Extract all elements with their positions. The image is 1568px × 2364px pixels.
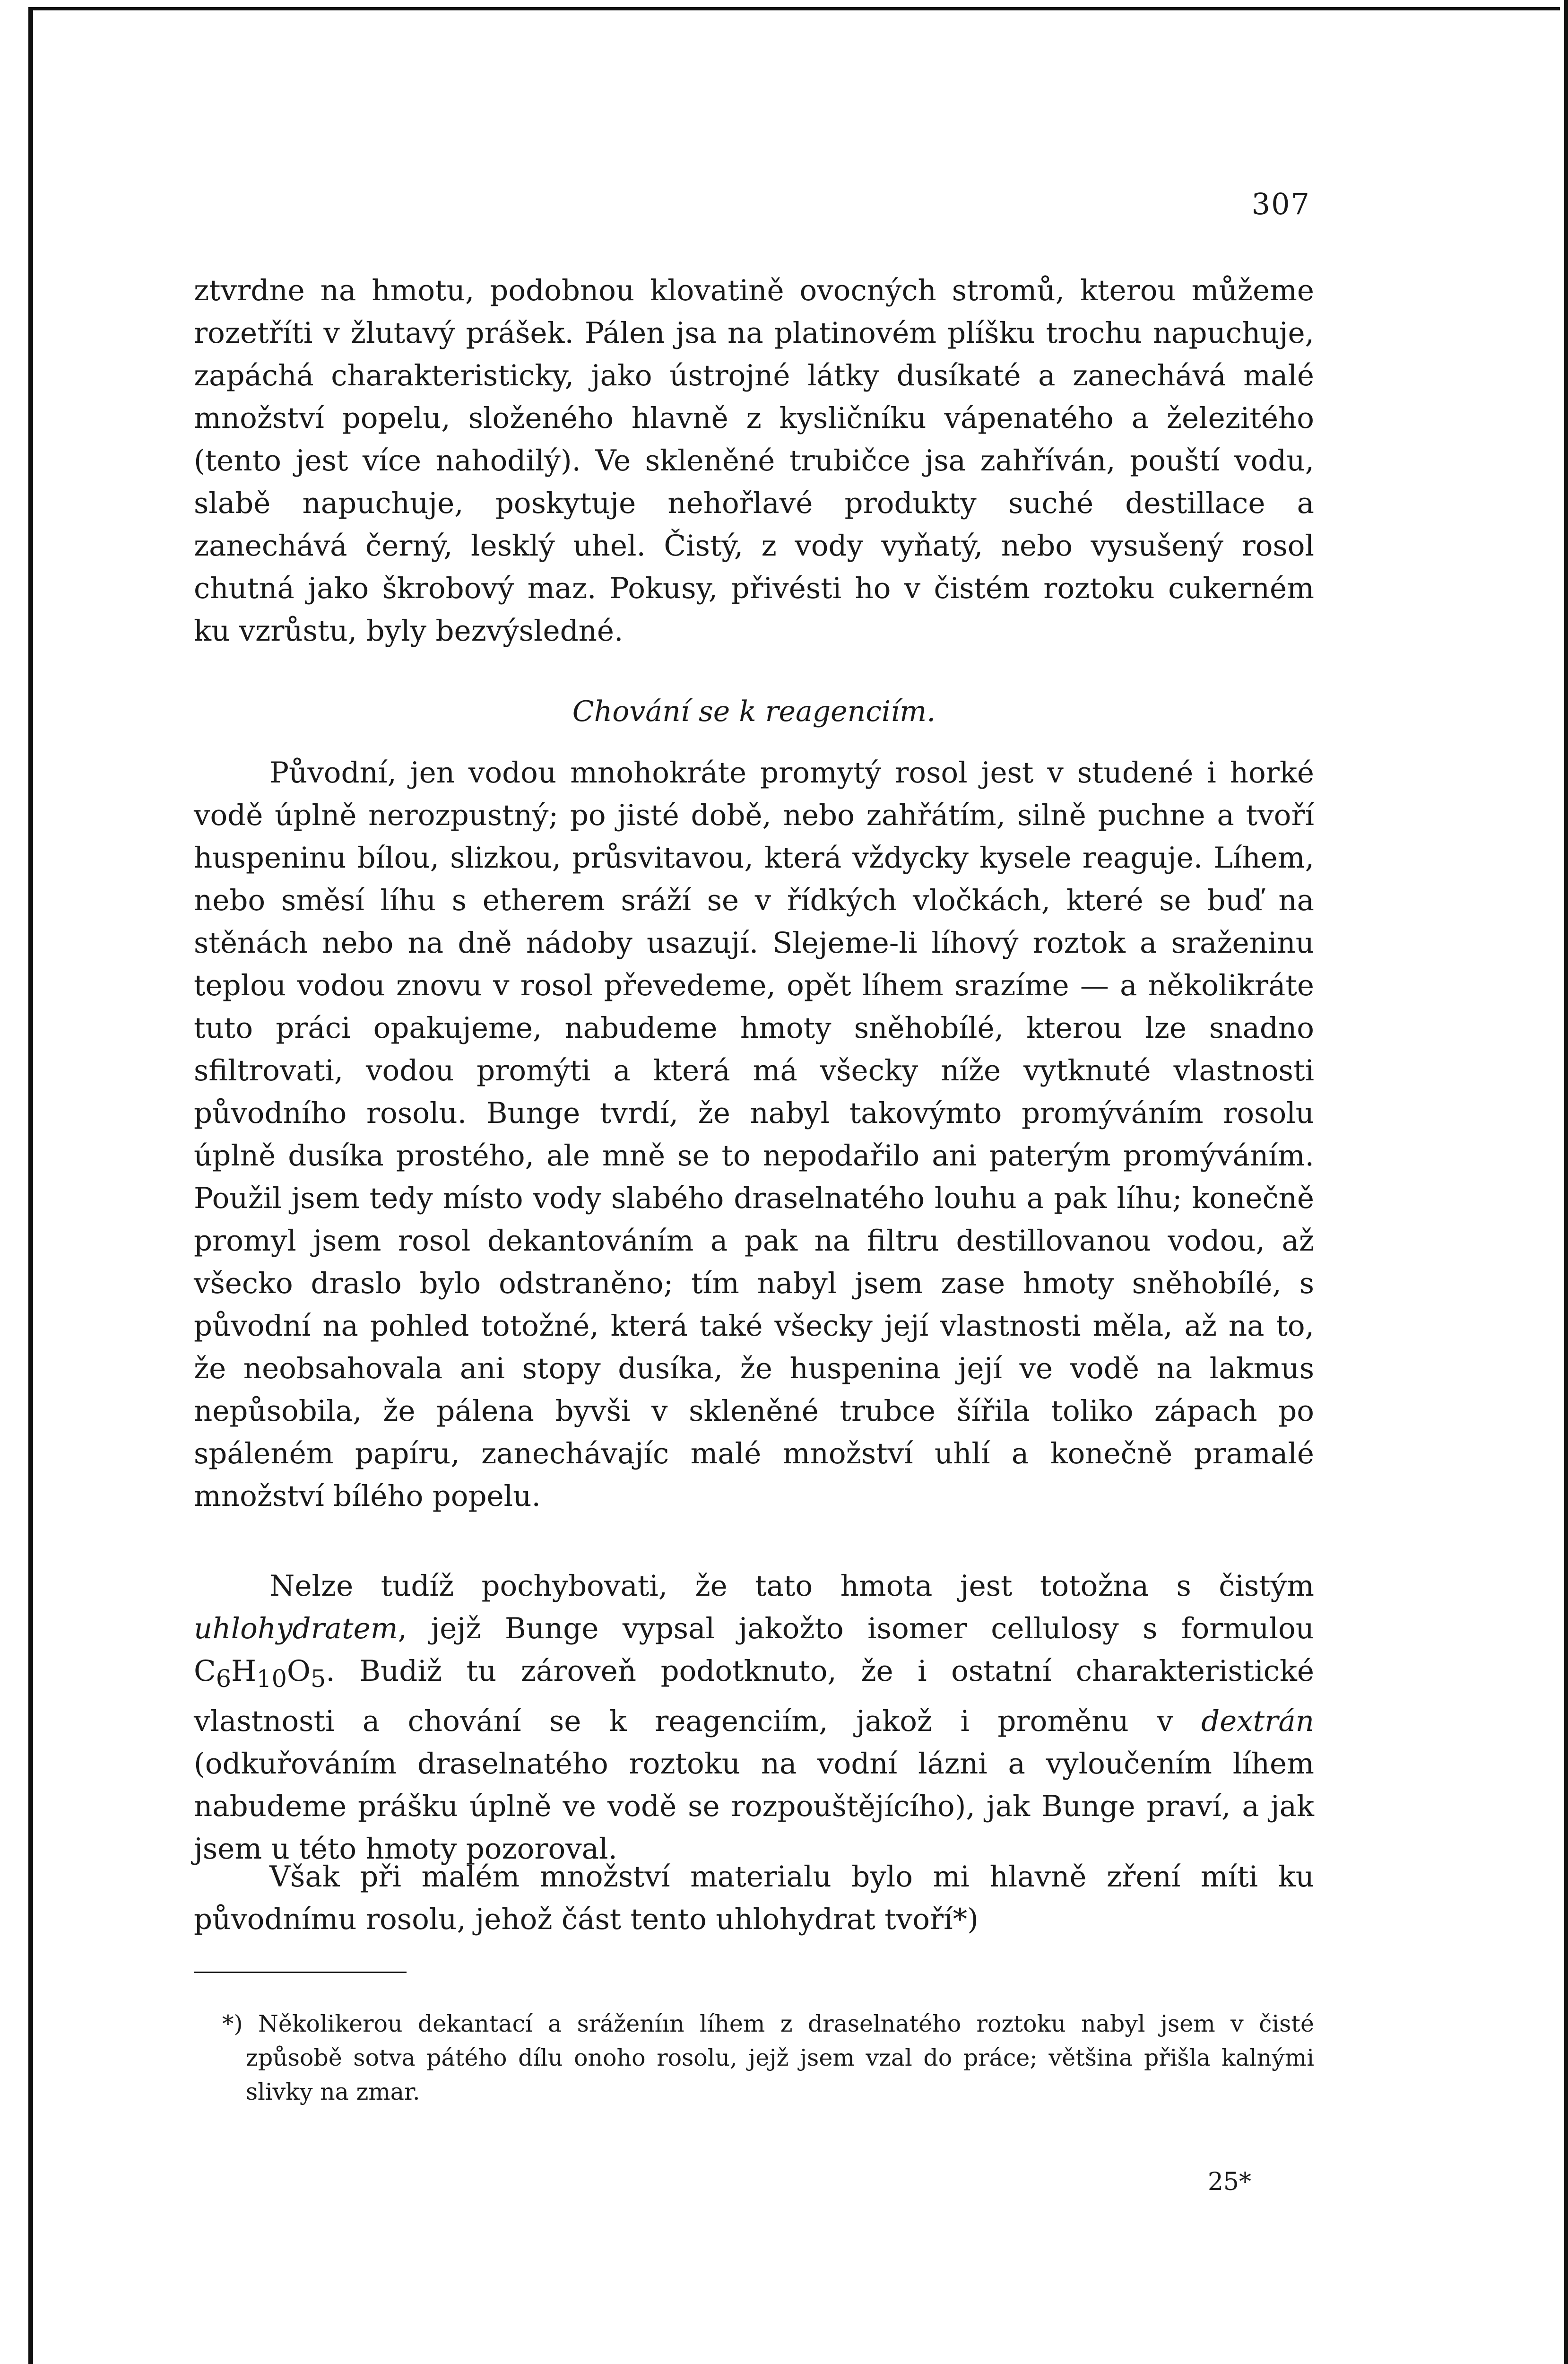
term-uhlohydrat: uhlohydratem [194,1612,398,1645]
signature-mark: 25* [1207,2168,1251,2196]
formula-subscript: 6 [216,1665,232,1693]
footnote-text: Několikerou dekantací a sráženíın líhem z draselnatého roztoku nabyl jsem v čisté způsobě sotva pátého dílu onoho rosolu, jejž jsem vzal do práce; většina přišla kalnými slivky na zmar. [246,2010,1314,2105]
text-run: Nelze tudíž pochybovati, že tato hmota jest totožna s čistým [269,1569,1314,1603]
formula-punctuation: . [326,1654,335,1688]
footnote-divider [194,1972,407,1973]
chemical-formula [194,1654,335,1693]
paragraph-carbohydrate [194,1565,1314,1870]
formula-subscript: 10 [256,1665,287,1693]
scan-border-right [1564,0,1568,2364]
text-run: (odkuřováním draselnatého roztoku na vodní lázni a vyloučením líhem nabudeme prášku úplně ve vodě se rozpouštějícího), jak Bunge praví, a jak jsem u této hmoty pozoroval. [194,1747,1314,1866]
paragraph-reagents [194,752,1314,1518]
formula-element: O [286,1654,311,1688]
paragraph-text: Původní, jen vodou mnohokráte promytý rosol jest v studené i horké vodě úplně nerozpustný; po jisté době, nebo zahřátím, silně puchne a tvoří huspeninu bílou, slizkou, průsvitavou, která vždycky kysele reaguje. Líhem, nebo směsí líhu s etherem sráží se v řídkých vločkách, které se buď na stěnách nebo na dně nádoby usazují. Slejeme-li líhový roztok a sraženinu teplou vodou znovu v rosol převedeme, opět líhem srazíme — a několikráte tuto práci opakujeme, nabudeme hmoty sněhobílé, kterou lze snadno sfiltrovati, vodou promýti a která má všecky níže vytknuté vlastnosti původního rosolu. Bunge tvrdí, že nabyl takovýmto promýváním rosolu úplně dusíka prostého, ale mně se to nepodařilo ani paterým promýváním. Použil jsem tedy místo vody slabého draselnatého louhu a pak líhu; konečně promyl jsem rosol dekantováním a pak na filtru destillovanou vodou, až všecko draslo bylo odstraněno; tím nabyl jsem zase hmoty sněhobílé, s původní na pohled totožné, která také všecky její vlastnosti měla, až na to, že neobsahovala ani stopy dusíka, že huspenina její ve vodě na lakmus nepůsobila, že pálena byvši v skleněné trubce šířila toliko zápach po spáleném papíru, zanechávajíc malé množství uhlí a konečně pramalé množství bílého popelu. [194,756,1314,1513]
page-number: 307 [1251,187,1310,221]
paragraph-continuation [194,269,1314,652]
paragraph-text: ztvrdne na hmotu, podobnou klovatině ovocných stromů, kterou můžeme rozetříti v žlutavý prášek. Pálen jsa na platinovém plíšku trochu napuchuje, zapáchá charakteristicky, jako ústrojné látky dusíkaté a zanechává malé množství popelu, složeného hlavně z kysličníku vápenatého a železitého (tento jest více nahodilý). Ve skleněné trubičce jsa zahříván, pouští vodu, slabě napuchuje, poskytuje nehořlavé produkty suché destillace a zanechává černý, lesklý uhel. Čistý, z vody vyňatý, nebo vysušený rosol chutná jako škrobový maz. Pokusy, přivésti ho v čistém roztoku cukerném ku vzrůstu, byly bezvýsledné. [194,274,1314,648]
term-dextran: dextrán [1201,1704,1314,1738]
formula-element: C [194,1654,216,1688]
paragraph-text: Však při malém množství materialu bylo mi hlavně zření míti ku původnímu rosolu, jehož část tento uhlohydrat tvoří*) [194,1860,1314,1936]
text-run: , jejž Bunge vypsal jakožto isomer cellulosy s formulou [398,1612,1314,1645]
text-run: Budiž tu zároveň podotknuto, že i ostatní charakteristické vlastnosti a chování se k reagenciím, jakož i proměnu v [194,1654,1314,1738]
formula-subscript: 5 [310,1665,326,1693]
paragraph-material [194,1856,1314,1941]
formula-element: H [231,1654,257,1688]
footnote [222,2007,1314,2109]
section-heading: Chování se k reagenciím. [572,695,936,728]
paragraph-text [194,1565,1314,1870]
footnote-marker: *) [222,2010,243,2037]
